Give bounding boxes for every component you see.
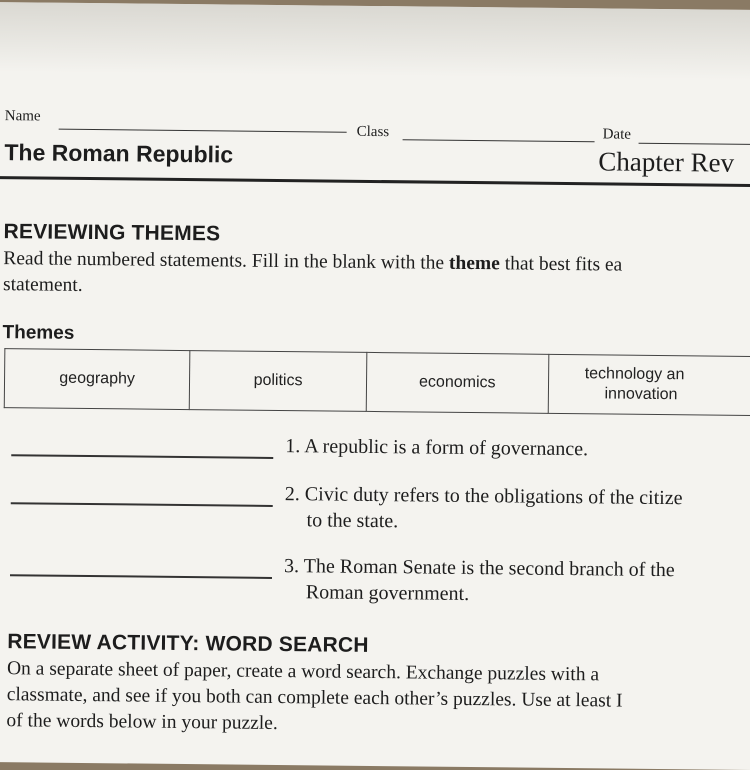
answer-blank-1[interactable] bbox=[11, 454, 273, 458]
theme-cell-geography bbox=[4, 349, 190, 410]
theme-text: politics bbox=[253, 371, 303, 390]
statement-2-line-2: to the state. bbox=[306, 509, 399, 533]
theme-text: technology an bbox=[584, 365, 685, 384]
name-line[interactable] bbox=[59, 129, 347, 133]
reviewing-themes-heading: REVIEWING THEMES bbox=[3, 220, 221, 246]
date-line[interactable] bbox=[639, 143, 750, 145]
class-label: Class bbox=[356, 123, 390, 141]
instructions-bold: theme bbox=[448, 252, 501, 275]
statement-3: 3. The Roman Senate is the second branch of the bbox=[283, 555, 675, 582]
statement-3-line-2: Roman government. bbox=[305, 581, 470, 606]
review-activity-heading: REVIEW ACTIVITY: WORD SEARCH bbox=[7, 630, 369, 657]
themes-row bbox=[4, 349, 750, 416]
theme-cell-politics bbox=[189, 351, 366, 412]
worksheet-page bbox=[0, 2, 750, 770]
themes-table bbox=[4, 348, 750, 416]
review-activity-line-3: of the words below in your puzzle. bbox=[6, 710, 278, 735]
theme-text: geography bbox=[59, 369, 136, 388]
review-activity-line-1: On a separate sheet of paper, create a word search. Exchange puzzles with a bbox=[6, 658, 600, 686]
theme-text: economics bbox=[418, 373, 496, 392]
instructions-end: that best fits ea bbox=[499, 253, 623, 276]
name-label: Name bbox=[4, 108, 41, 125]
answer-blank-3[interactable] bbox=[10, 574, 272, 578]
instructions-start: Read the numbered statements. Fill in the blank with the bbox=[3, 248, 450, 274]
instructions bbox=[3, 246, 622, 278]
themes-label: Themes bbox=[2, 322, 75, 344]
theme-cell-technology bbox=[548, 354, 750, 415]
class-line[interactable] bbox=[403, 139, 595, 142]
theme-text-line2: innovation bbox=[604, 385, 678, 404]
theme-cell-economics bbox=[366, 352, 548, 413]
answer-blank-2[interactable] bbox=[11, 502, 273, 506]
page-shadow bbox=[0, 2, 750, 80]
instructions-line-2: statement. bbox=[2, 274, 83, 296]
review-activity-line-2: classmate, and see if you both can complete each other’s puzzles. Use at least I bbox=[6, 684, 623, 712]
statement-2: 2. Civic duty refers to the obligations of the citize bbox=[284, 483, 683, 510]
statement-1: 1. A republic is a form of governance. bbox=[285, 435, 589, 461]
chapter-label: Chapter Rev bbox=[598, 146, 735, 178]
page-title: The Roman Republic bbox=[4, 139, 234, 168]
date-label: Date bbox=[602, 126, 632, 143]
